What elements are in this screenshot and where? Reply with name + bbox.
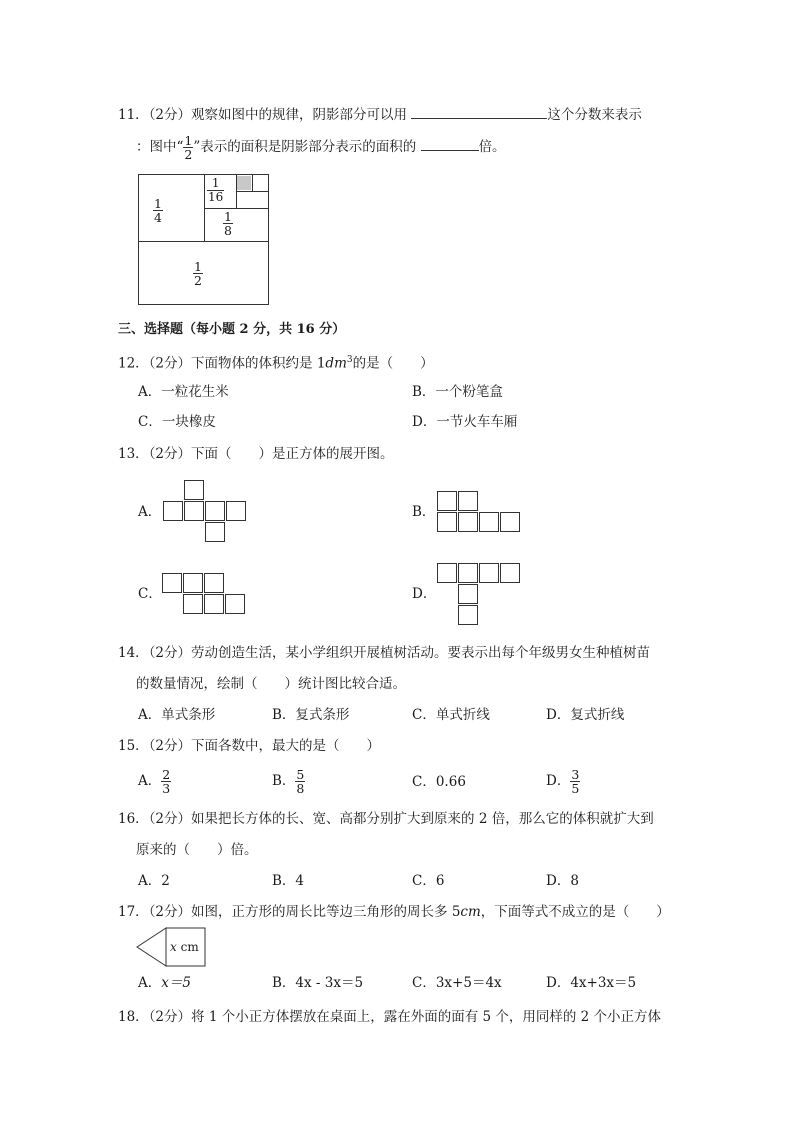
q14-stem-line1: 14．（2分）劳动创造生活，某小学组织开展植树活动。要表示出每个年级男女生种植树苗 [118, 645, 651, 661]
q11-line1 [118, 106, 642, 123]
q15-fraction-d: $\frac{3}{5}$ [571, 767, 580, 797]
q16-stem-line1: 16．（2分）如果把长方体的长、宽、高都分别扩大到原来的 2 倍，那么它的体积就扩大到 [118, 811, 654, 827]
q12-option-a[interactable]: A．一粒花生米 [138, 384, 229, 400]
q13-option-d[interactable]: D． [412, 586, 437, 602]
q18-stem-line1: 18．（2分）将 1 个小正方体摆放在桌面上，露在外面的面有 5 个，用同样的 2 个小正方体 [118, 1009, 662, 1025]
q15-fraction-a: $\frac{2}{3}$ [162, 767, 171, 797]
q11-diagram [138, 174, 269, 305]
q15-option-d[interactable]: D． $\frac{3}{5}$ [546, 767, 580, 797]
q15-option-b[interactable]: B． $\frac{5}{8}$ [272, 767, 305, 797]
shaded-square [237, 176, 251, 190]
q15-option-c[interactable]: C．0.66 [412, 774, 466, 790]
q11-line2-lead: ：图中“ [136, 139, 184, 156]
q11-answer-blank-2[interactable] [421, 138, 479, 151]
q16-stem-line2: 原来的（ ）倍。 [136, 842, 258, 858]
q11-half-fraction: $\frac{1}{2}$ [184, 133, 193, 163]
q13-option-c[interactable]: C． [138, 586, 162, 602]
q11-line2-tail: 倍。 [478, 139, 506, 156]
q17-figure-unit: cm [180, 940, 199, 954]
q11-line2-mid: ”表示的面积是阴影部分表示的面积的 [193, 139, 417, 156]
q11-line2 [136, 134, 506, 161]
q15-fraction-b: $\frac{5}{8}$ [296, 767, 305, 797]
q17-option-d[interactable]: D．4x+3x＝5 [546, 975, 637, 991]
diagram-label-quarter: $\frac{1}{4}$ [154, 196, 162, 226]
q14-option-a[interactable]: A．单式条形 [138, 707, 216, 723]
q14-option-b[interactable]: B．复式条形 [272, 707, 350, 723]
q13-option-a[interactable]: A． [138, 504, 162, 520]
q11-stem-tail: 这个分数来表示 [547, 107, 642, 123]
q17-figure-var: x [170, 940, 177, 954]
q16-option-c[interactable]: C．6 [412, 873, 445, 889]
q17-option-a[interactable]: A．x＝5 [138, 975, 191, 991]
q11-stem: 观察如图中的规律，阴影部分可以用 [191, 107, 408, 123]
q12-option-d[interactable]: D．一节火车车厢 [412, 414, 518, 430]
section-title: 三、选择题（每小题 2 分，共 16 分） [118, 322, 346, 337]
q12-option-c[interactable]: C．一块橡皮 [138, 414, 216, 430]
q11-answer-blank-1[interactable] [411, 106, 547, 119]
q14-option-c[interactable]: C．单式折线 [412, 707, 490, 723]
q11-number: 11． [118, 107, 149, 123]
q13-option-b[interactable]: B． [412, 504, 436, 520]
q16-option-a[interactable]: A．2 [138, 873, 170, 889]
diagram-label-sixteenth: $\frac{1}{16}$ [208, 176, 224, 204]
q13-stem: 13．（2分）下面（ ）是正方体的展开图。 [118, 446, 394, 462]
q17-figure [136, 927, 208, 967]
q16-option-d[interactable]: D．8 [546, 873, 579, 889]
q14-option-d[interactable]: D．复式折线 [546, 707, 625, 723]
q17-option-c[interactable]: C．3x+5＝4x [412, 975, 502, 991]
q17-option-b[interactable]: B．4x - 3x＝5 [272, 975, 364, 991]
diagram-label-half: $\frac{1}{2}$ [194, 259, 202, 289]
q14-stem-line2: 的数量情况，绘制（ ）统计图比较合适。 [136, 676, 406, 692]
diagram-label-eighth: $\frac{1}{8}$ [224, 209, 232, 239]
q15-option-a[interactable]: A． $\frac{2}{3}$ [138, 767, 171, 797]
q17-stem: 17．（2分）如图，正方形的周长比等边三角形的周长多 5cm，下面等式不成立的是（ ） [118, 904, 670, 920]
q11-score: （2分） [148, 107, 192, 123]
q12-stem: 12．（2分）下面物体的体积约是 $1dm^3$的是（ ） [118, 355, 434, 372]
q12-option-b[interactable]: B．一个粉笔盒 [412, 384, 503, 400]
q15-stem: 15．（2分）下面各数中，最大的是（ ） [118, 738, 381, 754]
q16-option-b[interactable]: B．4 [272, 873, 305, 889]
